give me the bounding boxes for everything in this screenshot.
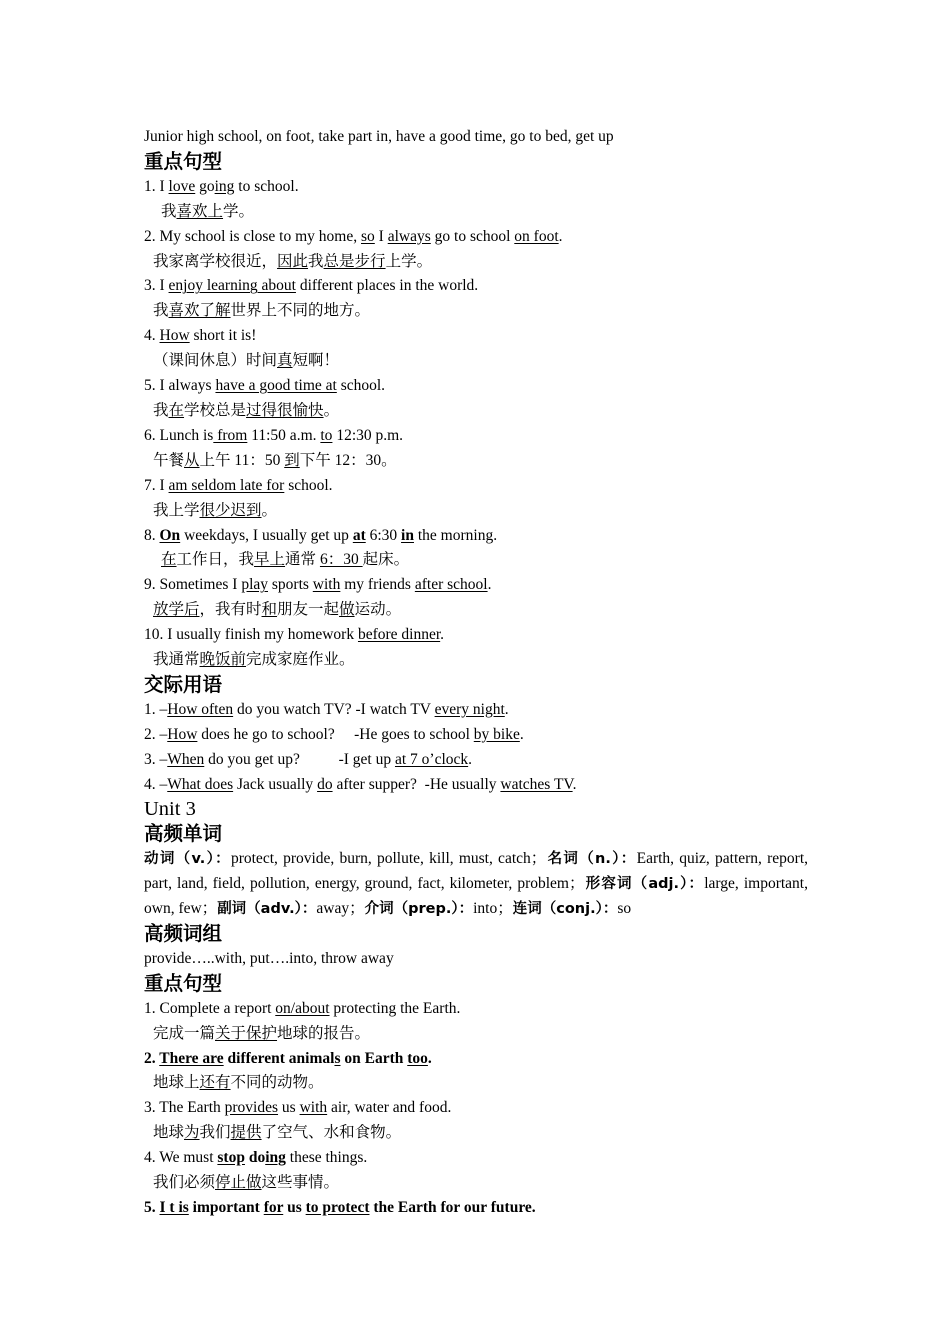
sentence-6: 6. Lunch is from 11:50 a.m. to 12:30 p.m. <box>144 426 404 444</box>
sentence-6-translation: 午餐从上午 11：50 到下午 12：30。 <box>153 451 397 469</box>
section-heading-dialog: 交际用语 <box>144 672 223 696</box>
unit-title: Unit 3 <box>144 798 196 821</box>
phrase-list: Junior high school, on foot, take part in, have a good time, go to bed, get up <box>144 128 614 145</box>
sentence-3: 3. I enjoy learning about different places in the world. <box>144 277 479 295</box>
sentence-4-translation: （课间休息）时间真短啊！ <box>153 352 340 370</box>
u3-sentence-2-translation: 地球上还有不同的动物。 <box>153 1074 324 1092</box>
u3-sentence-3-translation: 地球为我们提供了空气、水和食物。 <box>153 1124 402 1142</box>
sentence-10: 10. I usually finish my homework before dinner. <box>144 626 445 644</box>
sentence-9-translation: 放学后，我有时和朋友一起做运动。 <box>153 601 402 619</box>
u3-sentence-2: 2. There are different animals on Earth too. <box>144 1049 432 1067</box>
sentence-5: 5. I always have a good time at school. <box>144 377 386 395</box>
dialog-4: 4. –What does Jack usually do after supper? -He usually watches TV. <box>144 775 577 793</box>
u3-sentence-5: 5. I t is important for us to protect the Earth for our future. <box>144 1198 536 1216</box>
sentence-7-translation: 我上学很少迟到。 <box>153 501 278 519</box>
phrase-list-unit3: provide…..with, put….into, throw away <box>144 949 394 967</box>
sentence-4: 4. How short it is! <box>144 327 257 345</box>
document-page <box>144 125 808 1221</box>
sentence-5-translation: 我在学校总是过得很愉快。 <box>153 401 340 419</box>
u3-sentence-3: 3. The Earth provides us with air, water and food. <box>144 1099 452 1117</box>
sentence-7: 7. I am seldom late for school. <box>144 476 333 494</box>
word-list: 动词（v.）：protect, provide, burn, pollute, kill, must, catch；名词（n.）：Earth, quiz, pattern, report, part, land, field, pollution, energy, ground, fact, kilometer, problem；形容词（adj.）：large, important, own, few；副词（adv.）：away；介词（prep.）：into；连词（conj.）：so <box>144 850 808 918</box>
sentence-2: 2. My school is close to my home, so I always go to school on foot. <box>144 227 563 245</box>
section-heading-phrases: 高频词组 <box>144 922 223 945</box>
sentence-8: 8. On weekdays, I usually get up at 6:30 in the morning. <box>144 526 498 544</box>
section-heading-key-sentences-unit3: 重点句型 <box>144 971 223 995</box>
u3-sentence-1-translation: 完成一篇关于保护地球的报告。 <box>153 1024 371 1042</box>
sentence-10-translation: 我通常晚饭前完成家庭作业。 <box>153 651 355 669</box>
sentence-1: 1. I love going to school. <box>144 177 299 195</box>
u3-sentence-4: 4. We must stop doing these things. <box>144 1149 368 1167</box>
dialog-3: 3. –When do you get up? -I get up at 7 o’clock. <box>144 750 473 768</box>
section-heading-key-sentences: 重点句型 <box>144 149 223 173</box>
u3-sentence-4-translation: 我们必须停止做这些事情。 <box>153 1174 340 1192</box>
dialog-1: 1. –How often do you watch TV? -I watch TV every night. <box>144 700 509 718</box>
sentence-3-translation: 我喜欢了解世界上不同的地方。 <box>153 302 371 320</box>
sentence-2-translation: 我家离学校很近，因此我总是步行上学。 <box>153 252 433 270</box>
sentence-8-translation: 在工作日，我早上通常 6：30 起床。 <box>161 551 410 569</box>
sentence-9: 9. Sometimes I play sports with my friends after school. <box>144 576 492 594</box>
u3-sentence-1: 1. Complete a report on/about protecting the Earth. <box>144 999 461 1017</box>
dialog-2: 2. –How does he go to school? -He goes to school by bike. <box>144 725 524 743</box>
section-heading-words: 高频单词 <box>144 822 223 846</box>
sentence-1-translation: 我喜欢上学。 <box>161 202 255 220</box>
